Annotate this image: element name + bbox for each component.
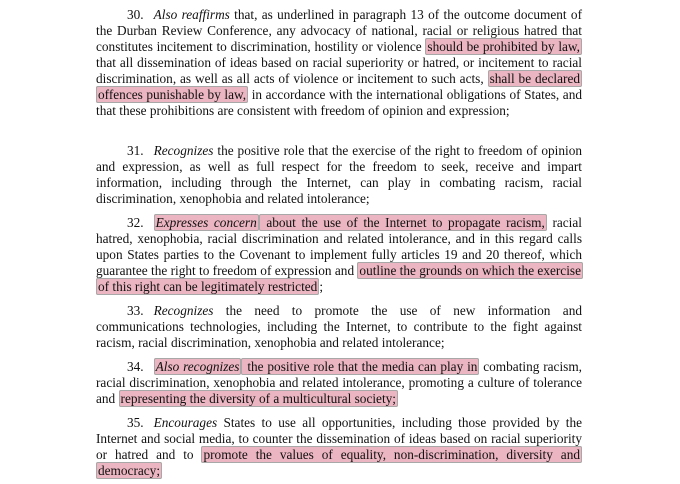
paragraph-31 xyxy=(96,143,582,207)
operative-lead: Encourages xyxy=(153,415,218,430)
paragraph-35 xyxy=(96,415,582,479)
paragraph-number: 33. xyxy=(127,303,144,318)
highlight: the positive role that the media can play in xyxy=(243,359,478,374)
highlight-operative-lead: Also recognizes xyxy=(155,359,240,374)
operative-lead: Also reaffirms xyxy=(153,7,230,22)
paragraph-number: 30. xyxy=(127,7,144,22)
paragraph-32 xyxy=(96,215,582,295)
paragraph-number: 34. xyxy=(127,359,144,374)
highlight: shall be declared offences punishable by law, xyxy=(98,71,581,102)
paragraph-number: 35. xyxy=(127,415,144,430)
paragraph-33 xyxy=(96,303,582,351)
paragraph-text: that, as underlined in paragraph 13 of the outcome document of the Durban Review Conference, any advocacy of national, racial or religious hatred that constitutes incitement to discrimination, hostility or violence xyxy=(96,7,582,54)
paragraph-number: 32. xyxy=(127,215,144,230)
paragraph-text: the need to promote the use of new information and communications technologies, including the Internet, to contribute to the fight against racism, racial discrimination, xenophobia and related intolerance; xyxy=(96,303,582,350)
paragraph-text: States to use all opportunities, including those provided by the Internet and social media, to counter the dissemination of ideas based on racial superiority or hatred and to xyxy=(96,415,582,462)
paragraph-text: combating racism, racial discrimination, xenophobia and related intolerance, promoting a culture of tolerance and xyxy=(96,359,582,406)
paragraph-number: 31. xyxy=(127,143,144,158)
paragraph-text: ; xyxy=(319,279,324,294)
highlight: promote the values of equality, non-discrimination, diversity and democracy; xyxy=(98,447,580,478)
operative-lead: Recognizes xyxy=(153,143,214,158)
paragraph-30 xyxy=(96,7,582,119)
highlight: about the use of the Internet to propagate racism, xyxy=(260,215,545,230)
highlight-operative-lead: Expresses concern xyxy=(155,215,257,230)
highlight: representing the diversity of a multicultural society; xyxy=(120,391,396,406)
paragraph-text: in accordance with the international obligations of States, and that these prohibitions are consistent with freedom of opinion and expression; xyxy=(96,87,582,118)
paragraph-text: that all dissemination of ideas based on racial superiority or hatred, or incitement to racial discrimination, as well as all acts of violence or incitement to such acts, xyxy=(96,55,582,86)
highlight: outline the grounds on which the exercise of this right can be legitimately restricted xyxy=(98,263,581,294)
operative-lead: Recognizes xyxy=(153,303,214,318)
paragraph-text: racial hatred, xenophobia, racial discrimination and related intolerance, and in this regard calls upon States parties to the Covenant to implement fully articles 19 and 20 thereof, which guarantee the right to freedom of expression and xyxy=(96,215,582,278)
paragraph-text: the positive role that the exercise of the right to freedom of opinion and expression, as well as full respect for the freedom to seek, receive and impart information, including through the Internet, can play in combating racism, racial discrimination, xenophobia and related intolerance; xyxy=(96,143,582,206)
paragraph-34 xyxy=(96,359,582,407)
highlight: should be prohibited by law, xyxy=(427,39,580,54)
